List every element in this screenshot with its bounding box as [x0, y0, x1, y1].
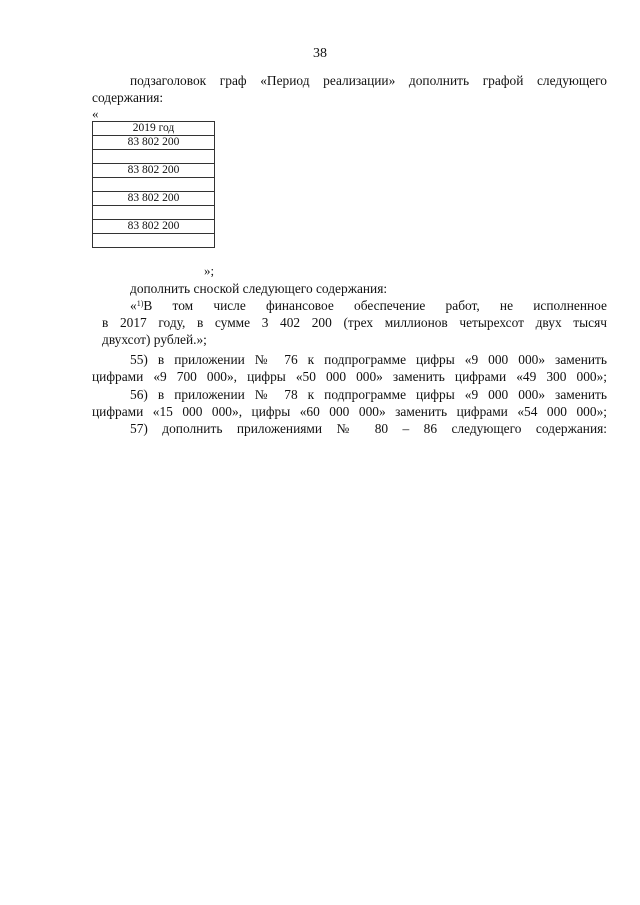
footnote-line-3: двухсот) рублей.»; — [102, 332, 207, 347]
item-57-line-1: 57) дополнить приложениями № 80 – 86 следующего содержания: — [130, 421, 607, 436]
table-header-cell: 2019 год — [93, 122, 215, 136]
table-row — [93, 206, 215, 220]
quote-close: »; — [204, 263, 215, 278]
table-cell — [93, 234, 215, 248]
table-row — [93, 192, 215, 206]
footnote-line-2: в 2017 году, в сумме 3 402 200 (трех миллионов четырехсот двух тысяч — [102, 315, 607, 330]
table-cell — [93, 150, 215, 164]
table-cell: 83 802 200 — [93, 220, 215, 234]
item-55-line-2: цифрами «9 700 000», цифры «50 000 000» заменить цифрами «49 300 000»; — [92, 369, 607, 384]
table-cell — [93, 206, 215, 220]
table-header-row — [93, 122, 215, 136]
item-55-line-1: 55) в приложении № 76 к подпрограмме цифры «9 000 000» заменить — [130, 352, 607, 367]
item-56-line-2: цифрами «15 000 000», цифры «60 000 000» заменить цифрами «54 000 000»; — [92, 404, 607, 419]
table-cell: 83 802 200 — [93, 192, 215, 206]
table-cell — [93, 178, 215, 192]
page-number: 38 — [313, 46, 327, 61]
table-row — [93, 178, 215, 192]
table-row — [93, 150, 215, 164]
footnote-intro: дополнить сноской следующего содержания: — [130, 281, 388, 296]
quote-open: « — [92, 106, 99, 121]
footnote-text-1: В том числе финансовое обеспечение работ, не исполненное — [143, 298, 607, 313]
table-row — [93, 234, 215, 248]
table-row — [93, 164, 215, 178]
table-row — [93, 220, 215, 234]
footnote-open-quote: « — [130, 298, 137, 313]
table-row — [93, 136, 215, 150]
table-cell: 83 802 200 — [93, 164, 215, 178]
footnote-marker: 1) — [136, 299, 144, 308]
footnote-line-1 — [130, 297, 607, 314]
period-column-table — [92, 121, 215, 248]
intro-line-2: содержания: — [92, 90, 164, 105]
table-cell: 83 802 200 — [93, 136, 215, 150]
item-56-line-1: 56) в приложении № 78 к подпрограмме цифры «9 000 000» заменить — [130, 387, 607, 402]
intro-line-1: подзаголовок граф «Период реализации» дополнить графой следующего — [130, 73, 607, 88]
